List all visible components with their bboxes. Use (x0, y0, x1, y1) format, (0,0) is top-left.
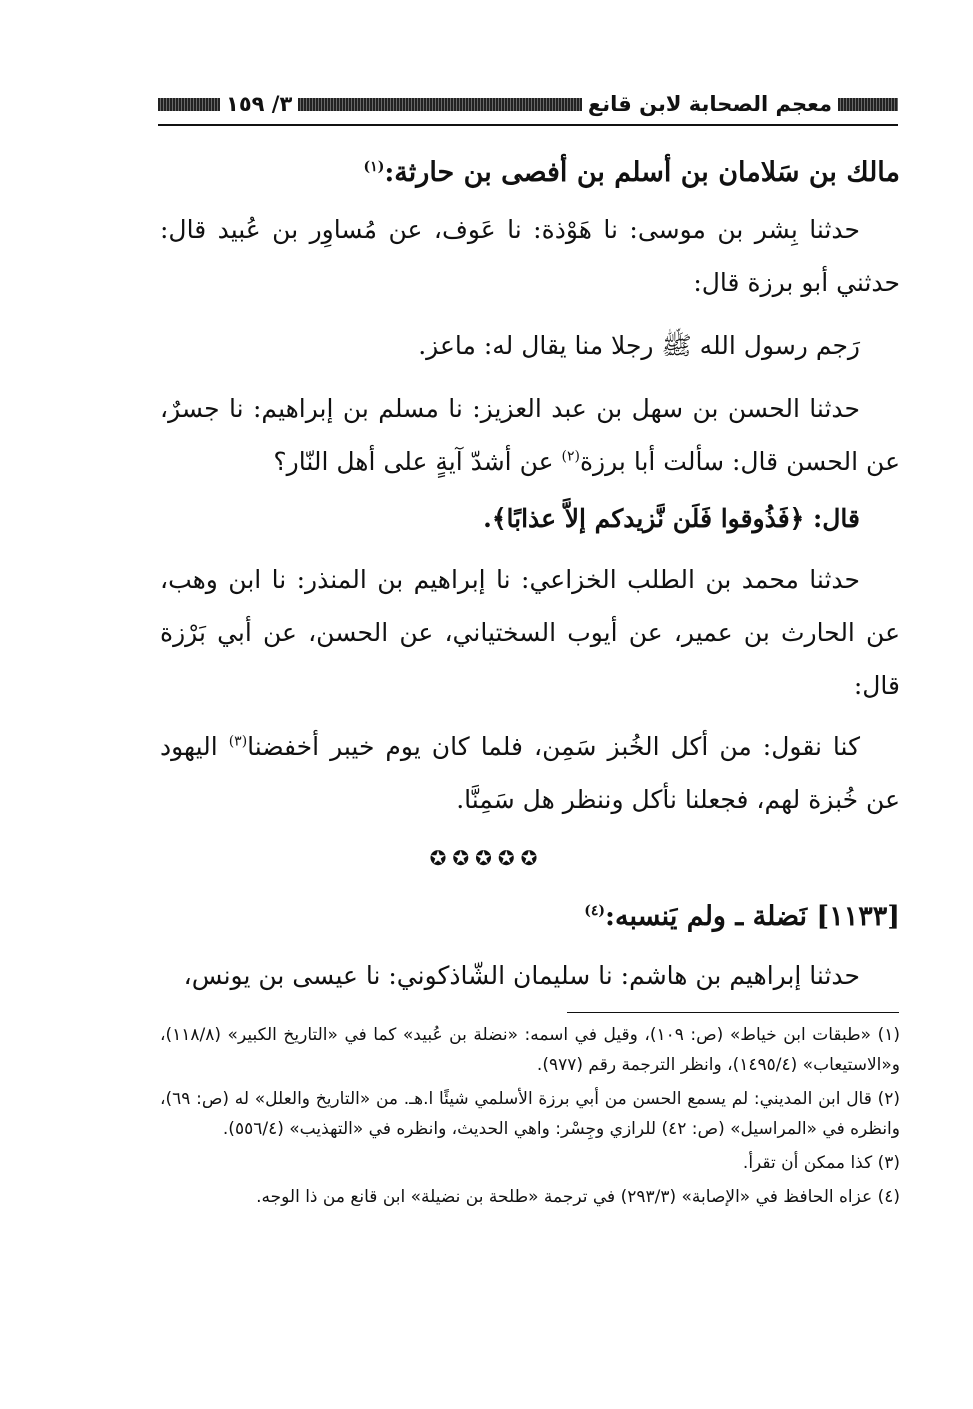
paragraph: حدثنا محمد بن الطلب الخزاعي: نا إبراهيم بن المنذر: نا ابن وهب، عن الحارث بن عمير، عن أيوب السختياني، عن الحسن، عن أبي بَرْزة قال: (160, 565, 900, 700)
footnote-ref: (١) (363, 159, 385, 175)
footnotes (160, 1020, 900, 1216)
header-rule (158, 124, 898, 126)
paragraph-text: كنا نقول: من أكل الخُبز سَمِن، فلما كان يوم خيبر أخفضنا (247, 732, 860, 761)
footnote: (٢) قال ابن المديني: لم يسمع الحسن من أبي برزة الأسلمي شيئًا ا.هـ. من «التاريخ والعلل» له (ص: ٦٩)، وانظره في «المراسيل» (ص: ٤٢) للرازي وجِسْر: واهي الحديث، وانظره في «التهذيب» (٥٥٦/٤). (160, 1089, 900, 1139)
footnote-ref: (٣) (228, 733, 248, 750)
entry-heading (160, 890, 900, 943)
main-text (160, 146, 900, 826)
footnote-ref: (٤) (584, 903, 605, 919)
entry-heading-text: [١١٣٣] نَضلة ـ ولم يَنسبه: (605, 901, 900, 932)
footnote-ref: (٢) (561, 448, 580, 465)
second-entry (160, 890, 900, 1002)
paragraph-text: حدثنا الحسن بن سهل بن عبد العزيز: نا مسلم بن إبراهيم: نا جسرٌ، عن الحسن قال: سألت أبا برزة (160, 394, 900, 476)
section-separator: ✪✪✪✪✪ (429, 846, 544, 870)
paragraph (160, 382, 900, 488)
entry-heading (160, 146, 900, 199)
entry-heading-text: مالك بن سَلامان بن أسلم بن أفصى بن حارثة: (384, 157, 900, 188)
header-ornament-bar (838, 98, 898, 111)
running-header (158, 88, 898, 120)
header-title: معجم الصحابة لابن قانع (587, 92, 832, 116)
paragraph-text: عن أشدّ آيةٍ على أهل النّار؟ (273, 447, 562, 476)
footnote-rule (567, 1012, 899, 1013)
paragraph: حدثنا إبراهيم بن هاشم: نا سليمان الشّاذكوني: نا عيسى بن يونس، (183, 961, 860, 990)
paragraph: رَجم رسول الله ﷺ رجلا منا يقال له: ماعز. (418, 331, 860, 360)
footnote: (٣) كذا ممكن أن تقرأ. (742, 1153, 900, 1173)
header-page-number: ٣/ ١٥٩ (226, 92, 293, 116)
quran-quote: قال: ﴿فَذُوقوا فَلَن نَّزيدكم إلاَّ عذابًا﴾. (483, 504, 860, 533)
paragraph: حدثنا بِشر بن موسى: نا هَوْذة: نا عَوف، عن مُساوِر بن عُبيد قال: حدثني أبو برزة قال: (160, 215, 900, 297)
paragraph-text: اليهود عن خُبزة لهم، فجعلنا نأكل وننظر هل سَمِنَّا. (160, 732, 900, 814)
header-ornament-bar (158, 98, 220, 111)
paragraph (160, 720, 900, 826)
header-ornament-bar (298, 98, 582, 111)
footnote: (١) «طبقات ابن خياط» (ص: ١٠٩)، وقيل في اسمه: «نضلة بن عُبيد» كما في «التاريخ الكبير» (١١٨/٨)، و«الاستيعاب» (١٤٩٥/٤)، وانظر الترجمة رقم (٩٧٧). (160, 1025, 900, 1075)
footnote: (٤) عزاه الحافظ في «الإصابة» (٢٩٣/٣) في ترجمة «طلحة بن نضيلة» ابن قانع من ذا الوجه. (256, 1187, 900, 1207)
